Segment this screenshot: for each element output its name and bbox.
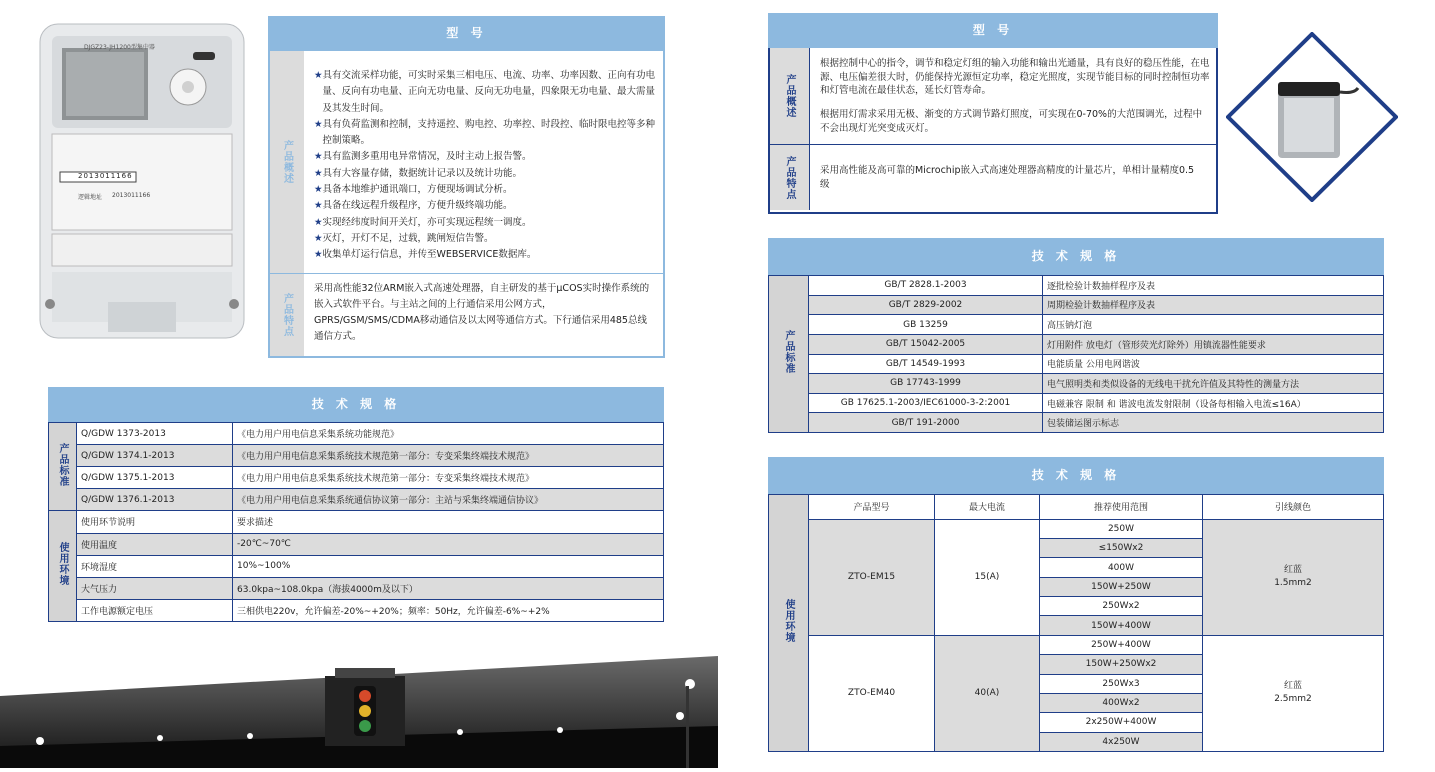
table-row xyxy=(49,489,664,511)
wire-color: 红蓝 xyxy=(1283,681,1302,692)
table-row xyxy=(769,374,1384,394)
std-code: GB/T 2828.1-2003 xyxy=(809,276,1043,296)
table-row xyxy=(769,635,1384,654)
spec-table-left xyxy=(48,422,664,622)
table-row xyxy=(49,599,664,621)
feature-list: ★ 具有交流采样功能，可实时采集三相电压、电流、功率、功率因数、正向有功电量、反向有功电量、正向无功电量、反向无功电量，四象限无功电量、最大需量及其发生时间。 ★ 具有负荷监测和控制，支持遥控、购电控、功率控、时段控、临时限电控等多种控制策略。 ★ 具有监测多重用电异常情况，及时主动上报告警。 ★ 具有大容量存储，数据统计记录以及统计功能。 ★ 具备本地维护通讯端口，方便现场调试分析。 ★ 具备在线远程升级程序，方便升级终端功能。 ★ 实现经纬度时间开关灯，亦可实现远程统一调度。 ★ 灭灯，开灯不足，过载，跳闸短信告警。 ★ 收集单灯运行信息，并传至WEBSERVICE数据库。 xyxy=(314,68,656,264)
std-name: 包装储运图示标志 xyxy=(1043,413,1384,433)
feature-item: 具有监测多重用电异常情况，及时主动上报告警。 xyxy=(322,151,532,163)
model-header-left: 型 号 xyxy=(268,16,665,51)
std-label-right: 产品标准 xyxy=(783,330,794,374)
feature-text-right: 采用高性能及高可靠的Microchip嵌入式高速处理器高精度的计量芯片，单相计量精度0.5级 xyxy=(820,165,1195,190)
product-model: ZTO-EM15 xyxy=(809,519,935,635)
std-name: 《电力用户用电信息采集系统技术规范第一部分：专变采集终端技术规范》 xyxy=(233,445,664,467)
std-code: GB/T 14549-1993 xyxy=(809,354,1043,374)
meter-model: DJGZ23-JH1200型集中器 xyxy=(84,44,155,51)
meter-barcode: 2013011166 xyxy=(78,172,133,180)
product-table xyxy=(768,494,1384,752)
std-name: 高压钠灯泡 xyxy=(1043,315,1384,335)
std-code: Q/GDW 1376.1-2013 xyxy=(77,489,233,511)
table-row xyxy=(49,555,664,577)
std-code: GB/T 191-2000 xyxy=(809,413,1043,433)
table-row xyxy=(49,533,664,555)
product-model: ZTO-EM40 xyxy=(809,635,935,751)
spec-table-right xyxy=(768,275,1384,433)
overview-p2-right: 根据用灯需求采用无极、渐变的方式调节路灯照度，可实现在0-70%的大范围调光，过程中不会出现灯光突变成灭灯。 xyxy=(820,109,1203,134)
env-key: 使用环节说明 xyxy=(77,511,233,533)
std-name: 周期检验计数抽样程序及表 xyxy=(1043,295,1384,315)
range-cell: 4x250W xyxy=(1040,732,1203,751)
range-cell: ≤150Wx2 xyxy=(1040,539,1203,558)
feature-item: 灭灯，开灯不足，过载，跳闸短信告警。 xyxy=(322,232,494,244)
std-code: GB 17743-1999 xyxy=(809,374,1043,394)
env-value: 10%~100% xyxy=(233,555,664,577)
std-name: 灯用附件 放电灯（管形荧光灯除外）用镇流器性能要求 xyxy=(1043,334,1384,354)
env-label-left: 使用环境 xyxy=(57,542,68,587)
env-key: 大气压力 xyxy=(77,577,233,599)
table-row xyxy=(769,276,1384,296)
spec2-header-right: 技 术 规 格 xyxy=(768,457,1384,494)
std-name: 电气照明类和类似设备的无线电干扰允许值及其特性的测量方法 xyxy=(1043,374,1384,394)
product-current: 40(A) xyxy=(935,635,1040,751)
env-key: 使用温度 xyxy=(77,533,233,555)
range-cell: 150W+400W xyxy=(1040,616,1203,635)
std-code: Q/GDW 1374.1-2013 xyxy=(77,445,233,467)
table-row xyxy=(769,413,1384,433)
feature-text-left: 采用高性能32位ARM嵌入式高速处理器，自主研发的基于μCOS实时操作系统的嵌入式软件平台。与主站之间的上行通信采用公网方式，GPRS/GSM/SMS/CDMA移动通信及以太网等通信方式。下行通信采用485总线通信方式。 xyxy=(314,283,650,342)
table-row xyxy=(769,354,1384,374)
spec-header-left: 技 术 规 格 xyxy=(48,387,664,422)
range-cell: 250W+400W xyxy=(1040,635,1203,654)
wire-color: 红蓝 xyxy=(1283,565,1302,576)
std-name: 电磁兼容 限制 和 谐波电流发射限制（设备每相输入电流≤16A） xyxy=(1043,393,1384,413)
std-code: Q/GDW 1375.1-2013 xyxy=(77,467,233,489)
feature-item: 实现经纬度时间开关灯，亦可实现远程统一调度。 xyxy=(322,216,532,228)
range-cell: 150W+250W xyxy=(1040,577,1203,596)
ballast-product-image xyxy=(1226,32,1398,202)
std-code: Q/GDW 1373-2013 xyxy=(77,423,233,445)
range-cell: 2x250W+400W xyxy=(1040,713,1203,732)
std-name: 逐批检验计数抽样程序及表 xyxy=(1043,276,1384,296)
product-wire xyxy=(1203,519,1384,635)
range-cell: 400W xyxy=(1040,558,1203,577)
feature-item: 具有交流采样功能，可实时采集三相电压、电流、功率、功率因数、正向有功电量、反向有功电量、正向无功电量、反向无功电量，四象限无功电量、最大需量及其发生时间。 xyxy=(322,70,656,114)
table-row xyxy=(49,577,664,599)
env-key: 工作电源额定电压 xyxy=(77,599,233,621)
env-key: 环境湿度 xyxy=(77,555,233,577)
col-header: 最大电流 xyxy=(935,495,1040,520)
env-value: 三相供电220v，允许偏差-20%~+20%；频率：50Hz，允许偏差-6%~+2% xyxy=(233,599,664,621)
overview-label-right: 产品概述 xyxy=(784,74,795,118)
std-name: 电能质量 公用电网谐波 xyxy=(1043,354,1384,374)
std-label-left: 产品标准 xyxy=(57,442,68,487)
std-name: 《电力用户用电信息采集系统功能规范》 xyxy=(233,423,664,445)
feature-label-left: 产品特点 xyxy=(281,293,293,337)
std-code: GB 13259 xyxy=(809,315,1043,335)
table-row xyxy=(49,423,664,445)
env-value: 63.0kpa~108.0kpa（海拔4000m及以下） xyxy=(233,577,664,599)
table-row xyxy=(769,393,1384,413)
overview-label-left: 产品概述 xyxy=(281,140,293,184)
wire-size: 1.5mm2 xyxy=(1274,578,1312,589)
range-cell: 250W xyxy=(1040,519,1203,538)
std-name: 《电力用户用电信息采集系统通信协议第一部分：主站与采集终端通信协议》 xyxy=(233,489,664,511)
table-row xyxy=(769,334,1384,354)
overview-section-left xyxy=(268,51,665,358)
table-row xyxy=(49,467,664,489)
range-cell: 400Wx2 xyxy=(1040,693,1203,712)
table-row xyxy=(769,295,1384,315)
product-wire xyxy=(1203,635,1384,751)
feature-item: 具有负荷监测和控制，支持遥控、购电控、功率控、时段控、临时限电控等多种控制策略。 xyxy=(322,118,656,147)
table-row xyxy=(769,519,1384,538)
std-name: 《电力用户用电信息采集系统技术规范第一部分：专变采集终端技术规范》 xyxy=(233,467,664,489)
model-header-right: 型 号 xyxy=(768,13,1218,48)
std-code: GB 17625.1-2003/IEC61000-3-2:2001 xyxy=(809,393,1043,413)
range-cell: 250Wx2 xyxy=(1040,597,1203,616)
meter-addr-value: 2013011166 xyxy=(112,192,151,199)
feature-item: 收集单灯运行信息，并传至WEBSERVICE数据库。 xyxy=(322,249,537,261)
col-header: 推荐使用范围 xyxy=(1040,495,1203,520)
table-header-row xyxy=(769,495,1384,520)
feature-item: 具有大容量存储，数据统计记录以及统计功能。 xyxy=(322,167,523,179)
env-label-right: 使用环境 xyxy=(783,599,794,643)
product-current: 15(A) xyxy=(935,519,1040,635)
overview-section-right xyxy=(768,48,1218,214)
std-code: GB/T 2829-2002 xyxy=(809,295,1043,315)
col-header: 产品型号 xyxy=(809,495,935,520)
spec-header-right: 技 术 规 格 xyxy=(768,238,1384,275)
meter-addr-label: 逻辑地址 xyxy=(78,194,103,201)
col-header: 引线颜色 xyxy=(1203,495,1384,520)
env-value: 要求描述 xyxy=(233,511,664,533)
overview-p1-right: 根据控制中心的指令，调节和稳定灯组的输入功能和输出光通量，具有良好的稳压性能，在电源、电压偏差很大时，仍能保持光源恒定功率，稳定光照度，实现节能目标的同时控制恒功率和灯管电流在最佳状态，延长灯管寿命。 xyxy=(820,58,1210,96)
env-value: -20℃~70℃ xyxy=(233,533,664,555)
table-row xyxy=(49,445,664,467)
meter-image xyxy=(38,22,246,340)
night-street-photo xyxy=(0,656,718,768)
wire-size: 2.5mm2 xyxy=(1274,694,1312,705)
range-cell: 250Wx3 xyxy=(1040,674,1203,693)
range-cell: 150W+250Wx2 xyxy=(1040,655,1203,674)
feature-item: 具备本地维护通讯端口，方便现场调试分析。 xyxy=(322,184,513,196)
std-code: GB/T 15042-2005 xyxy=(809,334,1043,354)
feature-item: 具备在线远程升级程序，方便升级终端功能。 xyxy=(322,200,513,212)
table-row xyxy=(49,511,664,533)
table-row xyxy=(769,315,1384,335)
feature-label-right: 产品特点 xyxy=(784,155,795,200)
